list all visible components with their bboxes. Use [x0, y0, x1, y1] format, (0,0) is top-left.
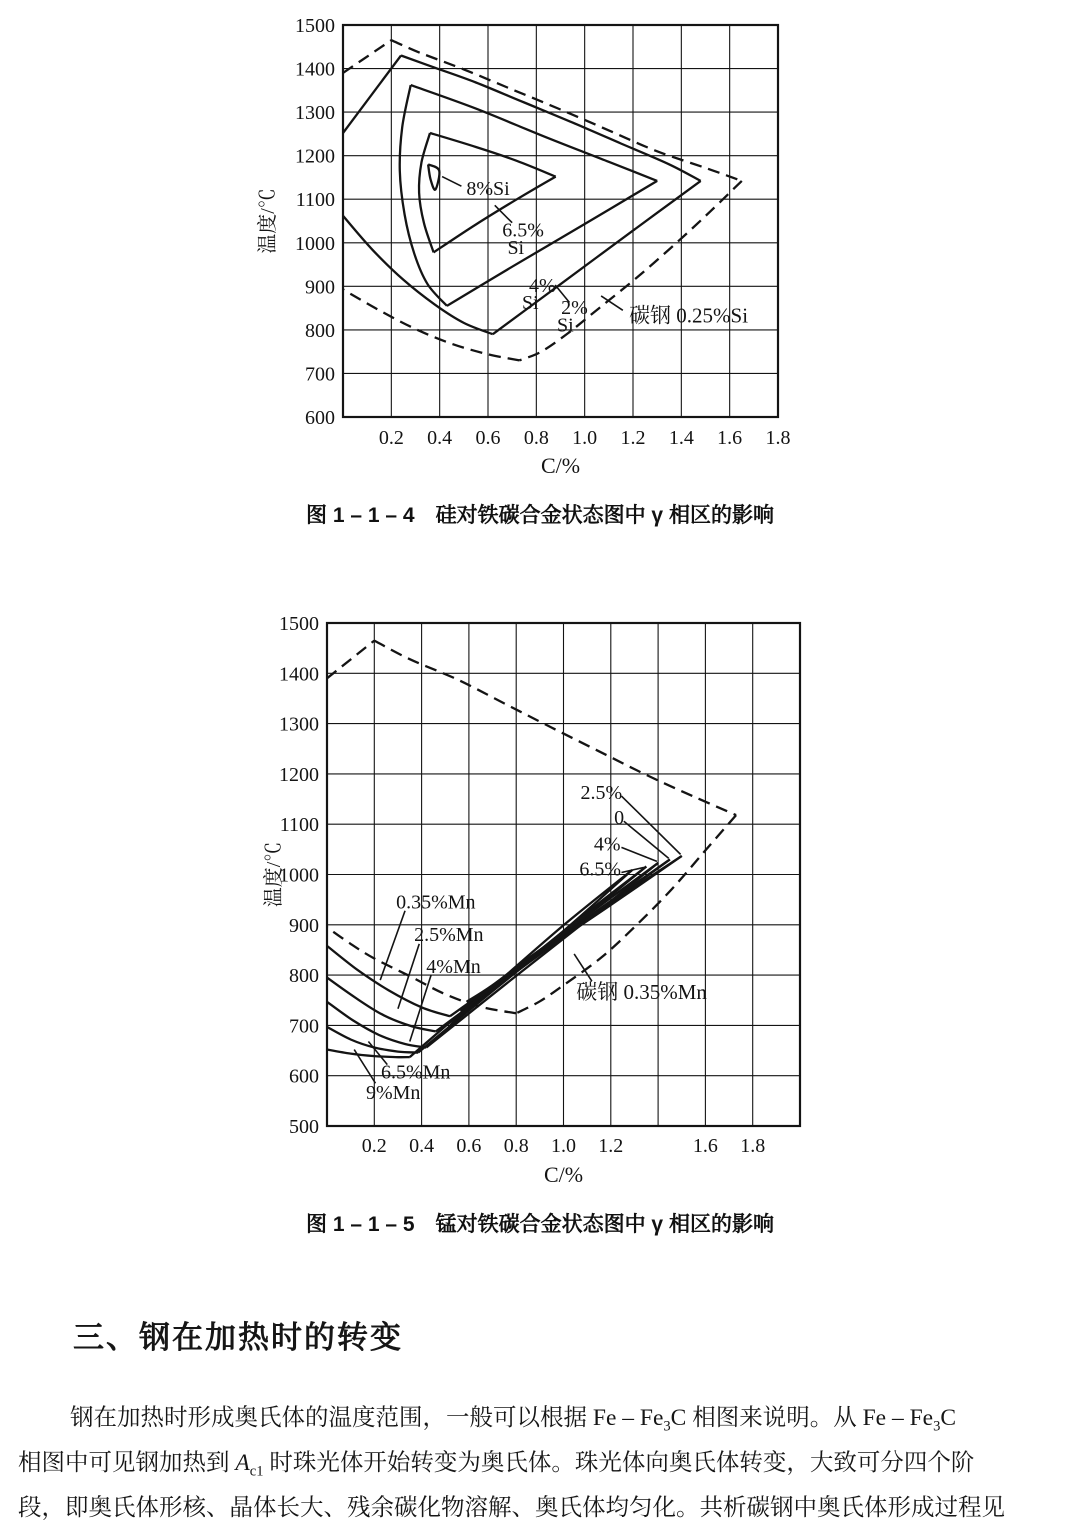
- label-leader-line: [410, 975, 431, 1041]
- curve-碳钢0.25%Si: [391, 40, 742, 181]
- paragraph-line: 相图中可见钢加热到 $A_{c1}$ 时珠光体开始转变为奥氏体。珠光体向奥氏体转变，大致可分四个阶: [18, 1450, 975, 1480]
- y-tick-label: 1500: [295, 15, 335, 37]
- y-tick-label: 900: [305, 276, 335, 299]
- x-tick-label: 1.4: [668, 427, 694, 449]
- paragraph-line: 段，即奥氏体形核、晶体长大、残余碳化物溶解、奥氏体均匀化。共析碳钢中奥氏体形成过程见: [18, 1495, 1005, 1521]
- curve-label: 8%Si: [466, 177, 510, 200]
- x-tick-label: 1.2: [598, 1135, 624, 1157]
- y-tick-label: 800: [305, 319, 335, 342]
- curve-2%Si: [401, 56, 701, 181]
- y-tick-label: 1200: [295, 145, 335, 168]
- curve-label: 0.35%Mn: [396, 891, 476, 914]
- y-tick-label: 1200: [279, 763, 319, 786]
- paragraph-line: 钢在加热时形成奥氏体的温度范围，一般可以根据 Fe – $Fe_3C$ 相图来说明。从 Fe – $Fe_3C$: [70, 1405, 957, 1435]
- x-tick-label: 1.0: [551, 1135, 576, 1157]
- curve-碳钢0.25%Si: [343, 40, 391, 73]
- curve-label: 2%: [561, 297, 588, 320]
- curve-4%Mn: [327, 1002, 426, 1048]
- x-tick-label: 0.2: [378, 427, 404, 449]
- label-leader-line: [380, 911, 405, 980]
- y-tick-label: 500: [289, 1116, 319, 1138]
- label-leader-line: [624, 821, 669, 858]
- x-tick-label: 1.2: [620, 427, 646, 449]
- y-tick-label: 1000: [295, 232, 335, 255]
- figure-caption-1-1-5: 图 1 – 1 – 5 锰对铁碳合金状态图中 γ 相区的影响: [306, 1213, 774, 1236]
- x-tick-label: 0.4: [409, 1135, 435, 1157]
- y-tick-label: 1100: [279, 814, 319, 837]
- curve-label: 2.5%: [580, 782, 623, 805]
- curve-label: Si: [521, 292, 539, 315]
- x-tick-label: 0.6: [475, 427, 501, 449]
- plot-border: [343, 25, 778, 417]
- y-tick-label: 700: [289, 1015, 319, 1038]
- y-axis-title: 温度/℃: [263, 841, 285, 908]
- curve-6.5%Si: [419, 133, 434, 252]
- y-tick-label: 600: [289, 1065, 319, 1088]
- y-tick-label: 700: [305, 363, 335, 386]
- curve-2%Si: [343, 216, 493, 334]
- curve-label: Si: [507, 237, 525, 260]
- label-leader-line: [442, 177, 461, 187]
- x-tick-label: 1.8: [765, 427, 791, 449]
- x-tick-label: 1.6: [717, 427, 743, 449]
- x-axis-title: C/%: [543, 1162, 584, 1187]
- curve-label: 4%: [529, 275, 556, 298]
- x-tick-label: 1.0: [572, 427, 598, 449]
- label-leader-line: [621, 796, 680, 854]
- curve-label: 4%Mn: [426, 956, 481, 979]
- curve-8%Si: [428, 164, 439, 189]
- section-heading: 三、钢在加热时的转变: [73, 1320, 403, 1355]
- x-tick-label: 0.4: [427, 427, 453, 449]
- curve-label: 6.5%: [579, 858, 621, 881]
- body-paragraph: [18, 1396, 1068, 1525]
- curve-label: Si: [556, 314, 574, 337]
- curve-label: 6.5%Mn: [380, 1061, 451, 1084]
- figure-caption-1-1-4: 图 1 – 1 – 4 硅对铁碳合金状态图中 γ 相区的影响: [306, 504, 774, 527]
- label-leader-line: [621, 847, 656, 861]
- curve-label: 0: [614, 807, 625, 830]
- x-tick-label: 0.8: [523, 427, 549, 449]
- y-tick-label: 1400: [279, 663, 319, 686]
- x-tick-label: 1.8: [740, 1135, 766, 1157]
- y-tick-label: 1000: [279, 864, 319, 887]
- curve-label: 4%: [593, 833, 621, 856]
- curve-碳钢0.35%Mn: [374, 641, 736, 816]
- y-tick-label: 1100: [295, 189, 335, 212]
- x-tick-label: 0.6: [456, 1135, 482, 1157]
- x-axis-title: C/%: [540, 453, 581, 478]
- curve-label: 碳钢 0.25%Si: [629, 303, 749, 328]
- y-tick-label: 1300: [295, 102, 335, 125]
- curve-碳钢0.25%Si: [519, 181, 741, 361]
- si-phase-diagram-chart: [250, 8, 810, 496]
- x-tick-label: 1.6: [692, 1135, 718, 1157]
- y-tick-label: 600: [305, 407, 335, 429]
- y-tick-label: 900: [289, 914, 319, 937]
- y-tick-label: 1400: [295, 58, 335, 81]
- curve-碳钢0.35%Mn: [327, 641, 374, 679]
- x-tick-label: 0.8: [503, 1135, 529, 1157]
- curve-碳钢0.25%Si: [343, 289, 519, 360]
- mn-phase-diagram-chart: [250, 598, 830, 1188]
- curve-label: 6.5%: [502, 219, 544, 242]
- curve-label: 2.5%Mn: [414, 923, 484, 946]
- y-axis-title: 温度/℃: [257, 188, 279, 254]
- curve-label: 9%Mn: [365, 1081, 421, 1104]
- y-tick-label: 1500: [279, 613, 319, 635]
- y-tick-label: 800: [289, 965, 319, 988]
- label-leader-line: [398, 944, 419, 1009]
- x-tick-label: 0.2: [361, 1135, 387, 1157]
- y-tick-label: 1300: [279, 713, 319, 736]
- curve-label: 碳钢 0.35%Mn: [576, 980, 707, 1005]
